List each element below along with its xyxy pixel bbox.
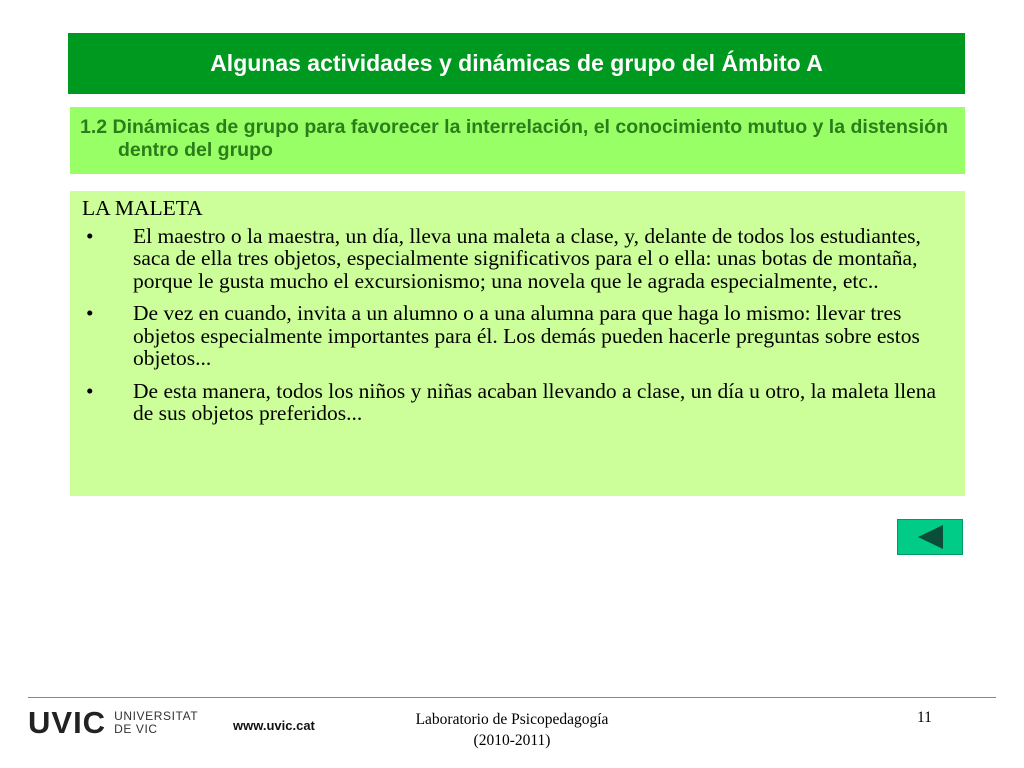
- logo-text-line2: DE VIC: [114, 722, 158, 736]
- bullet-dot-icon: •: [86, 378, 94, 403]
- activity-content-box: [70, 191, 965, 496]
- university-logo: [28, 707, 198, 739]
- footer-course-years: (2010-2011): [473, 732, 551, 749]
- bullet-text: El maestro o la maestra, un día, lleva una maleta a clase, y, delante de todos los estudiantes, saca de ella tres objetos, especialmente significativos para el o ella: unas botas de montaña, porque le gusta mucho el excursionismo; una novela que le agrada especialmente, etc..: [133, 223, 921, 293]
- logo-text: [114, 710, 198, 736]
- back-navigation-button[interactable]: [897, 519, 963, 555]
- bullet-text: De esta manera, todos los niños y niñas acaban llevando a clase, un día u otro, la maleta llena de sus objetos preferidos...: [133, 378, 936, 425]
- section-subtitle: 1.2 Dinámicas de grupo para favorecer la interrelación, el conocimiento mutuo y la distensión dentro del grupo: [80, 116, 948, 161]
- bullet-item: [82, 225, 947, 293]
- footer-course-name: Laboratorio de Psicopedagogía: [415, 711, 609, 728]
- page-number: 11: [917, 709, 932, 726]
- logo-mark: UVIC: [28, 705, 107, 740]
- slide-title-bar: [68, 33, 965, 94]
- bullet-item: [82, 380, 947, 425]
- footer-divider: [28, 697, 996, 698]
- bullet-item: [82, 302, 947, 370]
- slide-title: Algunas actividades y dinámicas de grupo del Ámbito A: [210, 50, 823, 76]
- bullet-dot-icon: •: [86, 301, 94, 325]
- section-subtitle-bar: [70, 107, 965, 174]
- triangle-left-icon: [898, 520, 962, 554]
- activity-heading: LA MALETA: [82, 196, 203, 220]
- activity-bullet-list: [82, 225, 947, 425]
- bullet-dot-icon: •: [86, 223, 94, 248]
- footer-url-link[interactable]: www.uvic.cat: [233, 718, 315, 733]
- logo-text-line1: UNIVERSITAT: [114, 709, 199, 723]
- bullet-text: De vez en cuando, invita a un alumno o a una alumna para que haga lo mismo: llevar tres objetos especialmente importantes para él. Los demás pueden hacerle preguntas sobre estos objetos...: [133, 301, 920, 370]
- footer-course-info: [362, 709, 662, 751]
